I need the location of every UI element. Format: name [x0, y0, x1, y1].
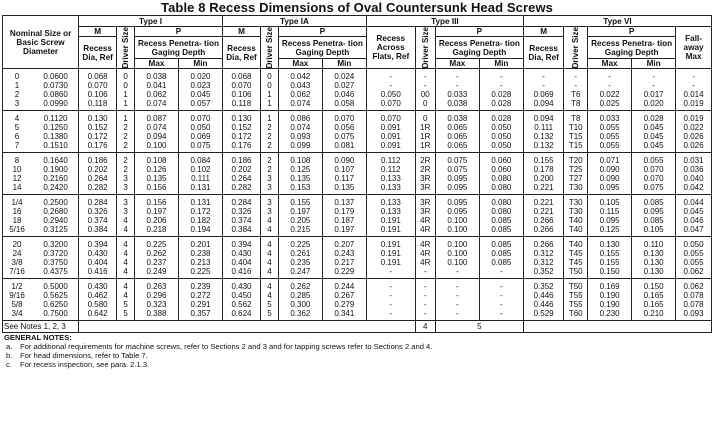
cell-ta-min: 0.024 0.027 0.046 0.058	[322, 69, 366, 111]
cell-t6-min: 0.150 0.165 0.165 0.210	[632, 279, 676, 321]
header-type-iii: Type III	[366, 16, 523, 27]
header-ta-driver-size: Driver Size	[261, 27, 279, 69]
note-4-cell: 4	[415, 321, 435, 333]
cell-dim: 0.2500 0.2680 0.2940 0.3125	[31, 195, 79, 237]
cell-ta-ds: 4 4 5 5	[261, 279, 279, 321]
note-b: b. For head dimensions, refer to Table 7.	[6, 350, 148, 360]
note-5-cell: 5	[435, 321, 523, 333]
cell-ta-max: 0.086 0.074 0.093 0.099	[278, 111, 322, 153]
cell-t6-max: 0.033 0.055 0.055 0.055	[588, 111, 632, 153]
cell-t6-min: 0.110 0.130 0.130 0.130	[632, 237, 676, 279]
cell-t3-m: 0.191 0.191 0.191 -	[366, 237, 415, 279]
cell-t6-min: 0.028 0.045 0.045 0.045	[632, 111, 676, 153]
cell-ta-min: 0.137 0.179 0.187 0.197	[322, 195, 366, 237]
table-title: Table 8 Recess Dimensions of Oval Countersunk Head Screws	[161, 0, 553, 15]
header-type-i: Type I	[79, 16, 223, 27]
cell-dim: 0.5000 0.5625 0.6250 0.7500	[31, 279, 79, 321]
cell-t6-fa: 0.031 0.036 0.040 0.042	[676, 153, 712, 195]
general-notes	[4, 334, 714, 369]
note-c: c. For recess inspection, see para. 2.1.3.	[6, 359, 150, 369]
note-a: a. For additional requirements for machine screws, refer to Sections 2 and 3 and for tapping screws refer to Sections 2 and 4.	[6, 342, 433, 352]
cell-t6-min: 0.085 0.095 0.085 0.105	[632, 195, 676, 237]
cell-t3-max: - - 0.033 0.038	[435, 69, 479, 111]
cell-ta-m: 0.130 0.152 0.172 0.176	[222, 111, 260, 153]
cell-t1-ds: 3 3 4 4	[117, 195, 135, 237]
header-t3-penetration: Recess Penetra- tion Gaging Depth	[435, 37, 523, 59]
cell-t1-ds: 0 0 1 1	[117, 69, 135, 111]
cell-t1-max: 0.225 0.262 0.237 0.249	[134, 237, 178, 279]
cell-t1-m: 0.430 0.462 0.580 0.642	[79, 279, 117, 321]
cell-size: 1/2 9/16 5/8 3/4	[3, 279, 32, 321]
cell-t3-max: 0.095 0.095 0.100 0.100	[435, 195, 479, 237]
cell-t3-m: - - 0.050 0.070	[366, 69, 415, 111]
cell-t6-m: - - 0.069 0.094	[523, 69, 563, 111]
cell-ta-ds: 2 2 3 3	[261, 153, 279, 195]
cell-t6-fa: 0.062 0.078 0.078 0.093	[676, 279, 712, 321]
header-t6-driver-size: Driver Size	[564, 27, 588, 69]
cell-t1-min: 0.020 0.023 0.045 0.057	[178, 69, 222, 111]
cell-t3-min: 0.028 0.050 0.050 0.050	[479, 111, 523, 153]
see-notes-cell: See Notes 1, 2, 3	[3, 321, 79, 333]
cell-t6-fa: 0.050 0.055 0.055 0.062	[676, 237, 712, 279]
cell-t1-min: 0.084 0.102 0.111 0.131	[178, 153, 222, 195]
cell-t6-min: - - 0.017 0.020	[632, 69, 676, 111]
cell-ta-max: 0.042 0.043 0.062 0.074	[278, 69, 322, 111]
cell-dim: 0.3200 0.3720 0.3750 0.4375	[31, 237, 79, 279]
cell-t1-max: 0.038 0.041 0.062 0.074	[134, 69, 178, 111]
cell-t6-max: 0.130 0.155 0.155 0.150	[588, 237, 632, 279]
cell-t1-min: 0.239 0.272 0.291 0.357	[178, 279, 222, 321]
header-t6-max: Max	[588, 59, 632, 69]
cell-t6-max: - - 0.022 0.025	[588, 69, 632, 111]
cell-t6-m: 0.266 0.312 0.312 0.352	[523, 237, 563, 279]
cell-ta-max: 0.262 0.285 0.300 0.362	[278, 279, 322, 321]
cell-t3-min: - - - -	[479, 279, 523, 321]
header-ta-min: Min	[322, 59, 366, 69]
table-row	[3, 195, 712, 237]
notes-reference-row	[3, 321, 712, 333]
cell-t1-max: 0.263 0.296 0.323 0.388	[134, 279, 178, 321]
cell-t6-ds: - - T6 T8	[564, 69, 588, 111]
header-t1-penetration: Recess Penetra- tion Gaging Depth	[134, 37, 222, 59]
header-ta-penetration: Recess Penetra- tion Gaging Depth	[278, 37, 366, 59]
cell-ta-min: 0.207 0.243 0.217 0.229	[322, 237, 366, 279]
cell-t1-max: 0.087 0.074 0.094 0.100	[134, 111, 178, 153]
cell-t3-m: 0.133 0.133 0.191 0.191	[366, 195, 415, 237]
header-t3-max: Max	[435, 59, 479, 69]
cell-t3-max: - - - -	[435, 279, 479, 321]
cell-ta-max: 0.155 0.197 0.205 0.215	[278, 195, 322, 237]
header-t1-recess-dia: Recess Dia, Ref	[79, 37, 117, 69]
header-t6-m: M	[523, 27, 563, 37]
cell-ta-m: 0.430 0.450 0.562 0.624	[222, 279, 260, 321]
cell-t6-ds: T30 T30 T40 T40	[564, 195, 588, 237]
cell-t1-max: 0.108 0.126 0.135 0.156	[134, 153, 178, 195]
table-body	[3, 69, 712, 321]
cell-t6-max: 0.071 0.090 0.090 0.095	[588, 153, 632, 195]
cell-t3-min: 0.080 0.080 0.085 0.085	[479, 195, 523, 237]
cell-ta-max: 0.108 0.125 0.135 0.153	[278, 153, 322, 195]
header-type-vi: Type VI	[523, 16, 711, 27]
cell-ta-m: 0.394 0.430 0.404 0.416	[222, 237, 260, 279]
cell-t1-ds: 4 4 5 5	[117, 279, 135, 321]
cell-t1-min: 0.070 0.050 0.069 0.075	[178, 111, 222, 153]
header-t6-fallaway: Fall- away Max	[676, 27, 712, 69]
cell-t6-fa: 0.044 0.045 0.046 0.047	[676, 195, 712, 237]
cell-ta-ds: 1 2 2 2	[261, 111, 279, 153]
general-notes-header: GENERAL NOTES:	[4, 333, 72, 343]
header-t1-m: M	[79, 27, 117, 37]
cell-t6-m: 0.094 0.111 0.132 0.132	[523, 111, 563, 153]
header-ta-recess-dia: Recess Dia, Ref	[222, 37, 260, 69]
header-t1-driver-size: Driver Size	[117, 27, 135, 69]
cell-t3-ds: 3R 3R 4R 4R	[415, 195, 435, 237]
header-t1-max: Max	[134, 59, 178, 69]
cell-dim: 0.1120 0.1250 0.1380 0.1510	[31, 111, 79, 153]
header-ta-max: Max	[278, 59, 322, 69]
cell-t6-ds: T20 T25 T27 T30	[564, 153, 588, 195]
cell-t3-ds: 0 1R 1R 1R	[415, 111, 435, 153]
cell-t6-m: 0.155 0.178 0.200 0.221	[523, 153, 563, 195]
cell-t3-ds: - - 00 0	[415, 69, 435, 111]
cell-t3-m: 0.070 0.091 0.091 0.091	[366, 111, 415, 153]
cell-ta-min: 0.090 0.107 0.117 0.135	[322, 153, 366, 195]
cell-t6-ds: T50 T55 T55 T60	[564, 279, 588, 321]
header-ta-p: P	[278, 27, 366, 37]
cell-t1-ds: 1 2 2 2	[117, 111, 135, 153]
header-t1-p: P	[134, 27, 222, 37]
cell-t1-m: 0.186 0.202 0.264 0.282	[79, 153, 117, 195]
cell-ta-m: 0.186 0.202 0.264 0.282	[222, 153, 260, 195]
cell-dim: 0.1640 0.1900 0.2160 0.2420	[31, 153, 79, 195]
cell-t1-min: 0.131 0.172 0.182 0.194	[178, 195, 222, 237]
cell-t3-m: - - - -	[366, 279, 415, 321]
cell-t1-min: 0.201 0.238 0.213 0.225	[178, 237, 222, 279]
cell-t1-m: 0.130 0.152 0.172 0.176	[79, 111, 117, 153]
cell-size: 8 10 12 14	[3, 153, 32, 195]
cell-t3-min: - - 0.028 0.028	[479, 69, 523, 111]
table-row	[3, 153, 712, 195]
cell-size: 1/4 16 18 5/16	[3, 195, 32, 237]
table-row	[3, 69, 712, 111]
header-t6-p: P	[588, 27, 676, 37]
header-t3-across-flats: Recess Across Flats, Ref	[366, 27, 415, 69]
cell-t3-ds: 4R 4R 4R -	[415, 237, 435, 279]
cell-size: 4 5 6 7	[3, 111, 32, 153]
cell-t1-m: 0.068 0.070 0.106 0.118	[79, 69, 117, 111]
cell-ta-m: 0.284 0.326 0.374 0.384	[222, 195, 260, 237]
cell-t3-min: 0.060 0.060 0.080 0.080	[479, 153, 523, 195]
recess-dimensions-table	[2, 15, 712, 333]
header-t1-min: Min	[178, 59, 222, 69]
cell-ta-min: 0.244 0.267 0.279 0.341	[322, 279, 366, 321]
header-t6-min: Min	[632, 59, 676, 69]
cell-t3-ds: 2R 2R 3R 3R	[415, 153, 435, 195]
cell-size: 0 1 2 3	[3, 69, 32, 111]
cell-t3-max: 0.038 0.065 0.065 0.065	[435, 111, 479, 153]
header-t3-driver-size: Driver Size	[415, 27, 435, 69]
cell-dim: 0.0600 0.0730 0.0860 0.0990	[31, 69, 79, 111]
cell-ta-ds: 4 4 4 4	[261, 237, 279, 279]
cell-t6-max: 0.105 0.115 0.095 0.125	[588, 195, 632, 237]
cell-ta-max: 0.225 0.261 0.235 0.247	[278, 237, 322, 279]
cell-t1-max: 0.156 0.197 0.206 0.218	[134, 195, 178, 237]
cell-ta-m: 0.068 0.070 0.106 0.118	[222, 69, 260, 111]
cell-t3-min: 0.085 0.085 0.085 -	[479, 237, 523, 279]
table-row	[3, 111, 712, 153]
cell-ta-ds: 3 3 4 4	[261, 195, 279, 237]
header-t6-penetration: Recess Penetra- tion Gaging Depth	[588, 37, 676, 59]
table-row	[3, 279, 712, 321]
cell-t6-max: 0.169 0.190 0.190 0.230	[588, 279, 632, 321]
cell-t3-max: 0.075 0.075 0.095 0.095	[435, 153, 479, 195]
cell-t6-fa: - - 0.014 0.019	[676, 69, 712, 111]
cell-ta-ds: 0 0 1 1	[261, 69, 279, 111]
cell-t3-m: 0.112 0.112 0.133 0.133	[366, 153, 415, 195]
header-ta-m: M	[222, 27, 260, 37]
cell-t3-ds: - - - -	[415, 279, 435, 321]
cell-t1-m: 0.394 0.430 0.404 0.416	[79, 237, 117, 279]
header-t6-recess-dia: Recess Dia, Ref	[523, 37, 563, 69]
cell-t1-ds: 2 2 3 3	[117, 153, 135, 195]
cell-t6-fa: 0.019 0.022 0.026 0.026	[676, 111, 712, 153]
table-row	[3, 237, 712, 279]
cell-t1-ds: 4 4 4 4	[117, 237, 135, 279]
header-type-ia: Type IA	[222, 16, 366, 27]
cell-t6-m: 0.221 0.221 0.266 0.266	[523, 195, 563, 237]
cell-ta-min: 0.070 0.056 0.075 0.081	[322, 111, 366, 153]
cell-size: 20 24 3/8 7/16	[3, 237, 32, 279]
header-t3-min: Min	[479, 59, 523, 69]
header-nominal-size: Nominal Size or Basic Screw Diameter	[3, 16, 79, 69]
cell-t6-ds: T8 T10 T15 T15	[564, 111, 588, 153]
cell-t6-min: 0.055 0.070 0.070 0.075	[632, 153, 676, 195]
header-t3-p: P	[435, 27, 523, 37]
cell-t1-m: 0.284 0.326 0.374 0.384	[79, 195, 117, 237]
cell-t6-ds: T40 T45 T45 T50	[564, 237, 588, 279]
cell-t3-max: 0.100 0.100 0.100 -	[435, 237, 479, 279]
cell-t6-m: 0.352 0.446 0.446 0.529	[523, 279, 563, 321]
